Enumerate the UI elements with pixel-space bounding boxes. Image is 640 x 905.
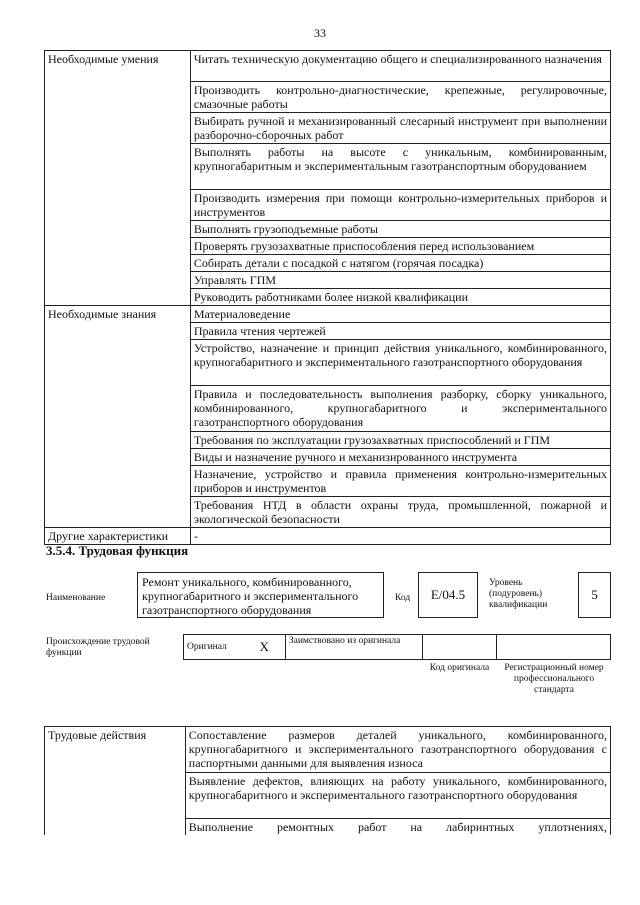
registration-caption: Регистрационный номер профессионального стандарта bbox=[504, 663, 604, 695]
original-code-cell bbox=[422, 635, 497, 660]
skill-item: Выбирать ручной и механизированный слесарный инструмент при выполнении разборочно-сборочных работ bbox=[190, 113, 610, 144]
actions-label: Трудовые действия bbox=[45, 727, 186, 836]
registration-number-cell bbox=[497, 635, 611, 660]
knowledge-item: Устройство, назначение и принцип действия уникального, комбинированного, крупногабаритного и экспериментального газотранспортного оборудования bbox=[190, 340, 610, 386]
original-label: Оригинал bbox=[184, 635, 244, 660]
requirements-table bbox=[44, 50, 611, 545]
skill-item: Выполнять работы на высоте с уникальным, комбинированным, крупногабаритным и экспериментальным газотранспортным оборудованием bbox=[190, 144, 610, 190]
skill-item: Руководить работниками более низкой квалификации bbox=[190, 289, 610, 306]
knowledge-label: Необходимые знания bbox=[45, 306, 191, 528]
page-number: 33 bbox=[314, 26, 326, 40]
action-item: Выполнение ремонтных работ на лабиринтных уплотнениях, bbox=[185, 819, 610, 836]
borrowed-label: Заимствовано из оригинала bbox=[285, 635, 422, 660]
level-label: Уровень (подуровень) квалификации bbox=[489, 578, 548, 610]
skill-item: Производить контрольно-диагностические, крепежные, регулировочные, смазочные работы bbox=[190, 82, 610, 113]
actions-table bbox=[44, 726, 611, 835]
level-value: 5 bbox=[578, 572, 611, 618]
skill-item: Собирать детали с посадкой с натягом (горячая посадка) bbox=[190, 255, 610, 272]
other-label: Другие характеристики bbox=[45, 528, 191, 545]
knowledge-item: Правила чтения чертежей bbox=[190, 323, 610, 340]
knowledge-item: Требования по эксплуатации грузозахватных приспособлений и ГПМ bbox=[190, 432, 610, 449]
name-label: Наименование bbox=[46, 593, 106, 603]
skills-label: Необходимые умения bbox=[45, 51, 191, 306]
skill-item: Проверять грузозахватные приспособления перед использованием bbox=[190, 238, 610, 255]
section-title: 3.5.4. Трудовая функция bbox=[46, 543, 189, 558]
code-caption: Код оригинала bbox=[429, 663, 490, 673]
original-mark: X bbox=[243, 635, 285, 660]
skill-item: Управлять ГПМ bbox=[190, 272, 610, 289]
knowledge-item: Материаловедение bbox=[190, 306, 610, 323]
skill-item: Выполнять грузоподъемные работы bbox=[190, 221, 610, 238]
other-value: - bbox=[190, 528, 610, 545]
origin-label: Происхождение трудовой функции bbox=[46, 637, 150, 658]
skill-item: Читать техническую документацию общего и специализированного назначения bbox=[190, 51, 610, 82]
function-name: Ремонт уникального, комбинированного, крупногабаритного и экспериментального газотранспортного оборудования bbox=[137, 572, 384, 618]
knowledge-item: Правила и последовательность выполнения разборку, сборку уникального, комбинированного, крупногабаритного и экспериментального газотранспортного оборудования bbox=[190, 386, 610, 432]
action-item: Выявление дефектов, влияющих на работу уникального, комбинированного, крупногабаритного и экспериментального газотранспортного оборудования bbox=[185, 773, 610, 819]
code-label: Код bbox=[395, 593, 411, 603]
action-item: Сопоставление размеров деталей уникального, комбинированного, крупногабаритного и экспериментального газотранспортного оборудования с паспортными данными для выявления износа bbox=[185, 727, 610, 773]
skill-item: Производить измерения при помощи контрольно-измерительных приборов и инструментов bbox=[190, 190, 610, 221]
code-value: Е/04.5 bbox=[418, 572, 478, 618]
origin-table bbox=[183, 634, 611, 660]
knowledge-item: Требования НТД в области охраны труда, промышленной, пожарной и экологической безопасности bbox=[190, 497, 610, 528]
knowledge-item: Виды и назначение ручного и механизированного инструмента bbox=[190, 449, 610, 466]
knowledge-item: Назначение, устройство и правила применения контрольно-измерительных приборов и инструментов bbox=[190, 466, 610, 497]
